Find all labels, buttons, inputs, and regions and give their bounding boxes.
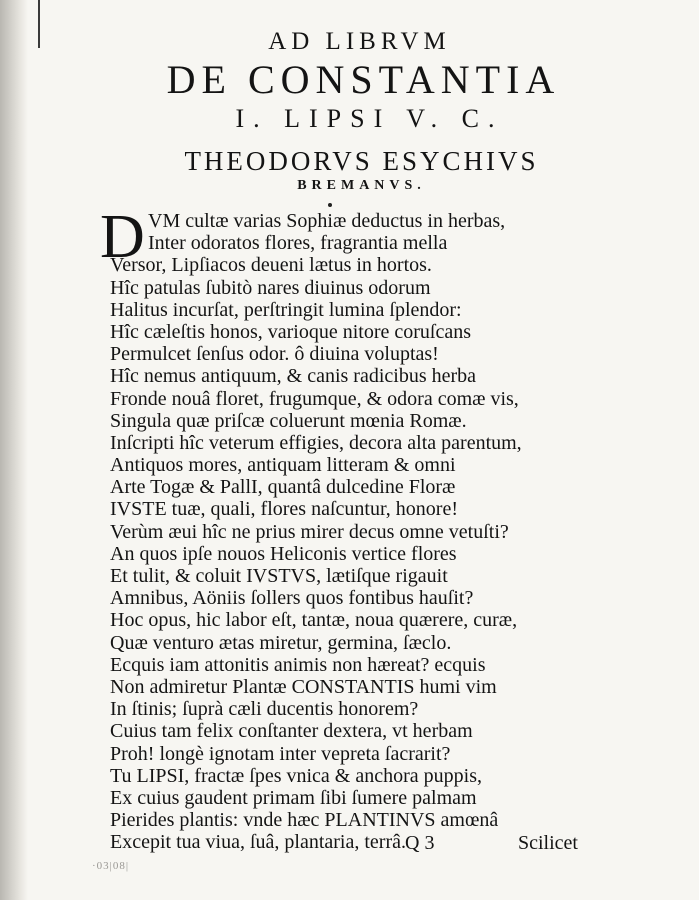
heading-line-1: AD LIBRVM [268,28,451,55]
poem-line: Non admiretur Plantæ CONSTANTIS humi vim [110,675,497,698]
heading-title: DE CONSTANTIA [166,57,561,102]
faded-stamp: ·03|08| [92,860,130,872]
poem-line: Hîc cæleſtis honos, varioque nitore coruſcans [110,320,472,343]
poem-text [110,210,670,853]
poem-line: Singula quæ priſcæ coluerunt mœnia Romæ. [110,409,467,432]
poem-line: Amnibus, Aöniis ſollers quos fontibus hauſit? [110,587,474,610]
poem-line: Antiquos mores, antiquam litteram & omni [110,454,456,477]
catchword: Scilicet [518,832,578,854]
poem-line: Inter odoratos flores, fragrantia mella [148,232,448,255]
poem-line: Hîc patulas ſubitò nares diuinus odorum [110,276,431,299]
poem-line: Halitus incurſat, perſtringit lumina ſplendor: [110,298,462,321]
poem-line: Ex cuius gaudent primam ſibi ſumere palmam [110,786,477,809]
drop-cap: D [100,203,145,271]
poem-line: Permulcet ſenſus odor. ô diuina voluptas! [110,343,439,366]
poem-line: Arte Togæ & PallI, quantâ dulcedine Floræ [110,476,456,499]
poem-line: Tu LIPSI, fractæ ſpes vnica & anchora puppis, [110,764,482,787]
poem-line: VM cultæ varias Sophiæ deductus in herbas, [148,210,506,232]
heading-author: I. LIPSI V. C. [235,104,504,133]
poem-line: Excepit tua viua, ſuâ, plantaria, terrâ. [110,831,406,854]
poem-line: IVSTE tuæ, quali, flores naſcuntur, honore! [110,498,459,521]
poem-line: Cuius tam felix conſtanter dextera, vt herbam [110,720,473,743]
poem-line: Ecquis iam attonitis animis non hæreat? ecquis [110,653,486,676]
poem-line: Hoc opus, hic labor eſt, tantæ, noua quærere, curæ, [110,609,518,632]
poem-line: Pierides plantis: vnde hæc PLANTINVS amœnâ [110,809,499,832]
poem-line: Quæ venturo ætas miretur, germina, ſæclo. [110,631,452,654]
poem-line: In ſtinis; ſuprà cæli ducentis honorem? [110,698,419,721]
poem-line: Versor, Lipſiacos deueni lætus in hortos. [110,254,432,277]
poem-line: Verùm æui hîc ne prius mirer decus omne vetuſti? [110,520,509,543]
poem-line: An quos ipſe nouos Heliconis vertice flores [110,542,457,565]
heading-poet-origin: BREMANVS. [297,178,426,193]
poem-line: Proh! longè ignotam inter vepreta ſacrarit? [110,742,451,765]
poem-line: Et tulit, & coluit IVSTVS, lætiſque rigauit [110,565,448,587]
page-gutter-shadow [0,0,28,900]
poem-line: Hîc nemus antiquum, & canis radicibus herba [110,365,477,388]
ornament-dot [328,203,332,207]
poem-line: Inſcripti hîc veterum effigies, decora alta parentum, [110,431,522,454]
poem-line: Fronde nouâ floret, frugumque, & odora comæ vis, [110,387,519,410]
heading-poet: THEODORVS ESYCHIVS [184,146,539,176]
signature-mark: Q 3 [405,832,435,854]
